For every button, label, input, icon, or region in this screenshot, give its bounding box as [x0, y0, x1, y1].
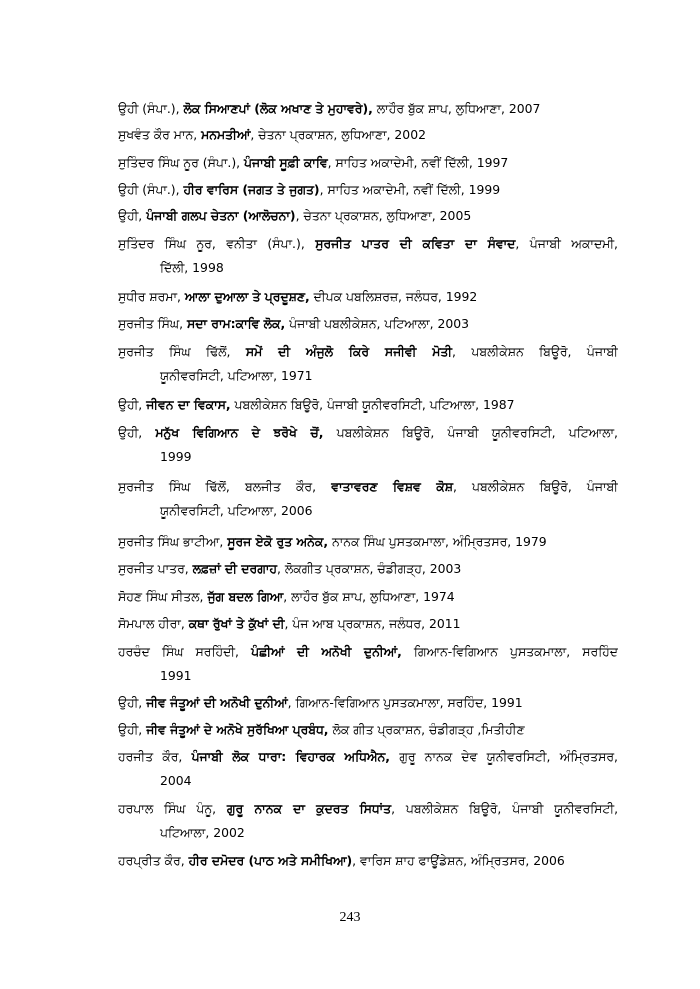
entry-line	[118, 127, 426, 142]
bibliography-entry	[118, 151, 618, 175]
bibliography-entry	[118, 530, 618, 554]
entry-publisher: , ਸਾਹਿਤ ਅਕਾਦੇਮੀ, ਨਵੀਂ ਦਿੱਲੀ, 1999	[319, 182, 501, 197]
entry-publisher: ਪਬਲੀਕੇਸ਼ਨ ਬਿਊਰੋ, ਪੰਜਾਬੀ ਯੂਨੀਵਰਸਿਟੀ, ਪਟਿਆਲਾ, 1987	[230, 397, 515, 412]
entry-publisher: , ਪੰਜ ਆਬ ਪ੍ਰਕਾਸ਼ਨ, ਜਲੰਧਰ, 2011	[284, 616, 461, 631]
entry-publisher: ਲੋਕ ਗੀਤ ਪ੍ਰਕਾਸ਼ਨ, ਚੰਡੀਗੜ੍ਹ ,ਮਿਤੀਹੀਣ	[328, 722, 525, 737]
entry-line	[118, 475, 618, 499]
entry-line	[118, 534, 547, 549]
entry-publisher: ਨਾਨਕ ਸਿੰਘ ਪੁਸਤਕਮਾਲਾ, ਅੰਮ੍ਰਿਤਸਰ, 1979	[328, 534, 547, 549]
entry-line	[118, 289, 477, 304]
entry-author: ਸੁਰਜੀਤ ਸਿੰਘ ਢਿੱਲੋਂ, ਬਲਜੀਤ ਕੌਰ,	[118, 479, 332, 494]
entry-publisher: ਗਿਆਨ-ਵਿਗਿਆਨ ਪੁਸਤਕਮਾਲਾ, ਸਰਹਿੰਦ	[401, 644, 618, 659]
entry-line	[118, 561, 461, 576]
entry-author: ਹਰਪਾਲ ਸਿੰਘ ਪੰਨੂ,	[118, 801, 227, 816]
bibliography-entry	[118, 691, 618, 715]
entry-author: ਸੋਹਣ ਸਿੰਘ ਸੀਤਲ,	[118, 589, 208, 604]
entry-publisher: ਗੁਰੂ ਨਾਨਕ ਦੇਵ ਯੂਨੀਵਰਸਿਟੀ, ਅੰਮ੍ਰਿਤਸਰ,	[389, 749, 618, 764]
entry-title: ਹੀਰ ਵਾਰਿਸ (ਜਗਤ ਤੇ ਜੁਗਤ)	[183, 182, 320, 197]
bibliography-entry	[118, 421, 618, 469]
entry-title: ਮਨਮਤੀਆਂ	[201, 127, 251, 142]
entry-continuation: 1999	[160, 449, 192, 464]
entry-author: ਉਹੀ,	[118, 208, 147, 223]
entry-title: ਸੂਰਜ ਏਕੋ ਰੁਤ ਅਨੇਕ,	[227, 534, 329, 549]
entry-continuation: ਦਿੱਲੀ, 1998	[160, 260, 224, 275]
entry-title: ਕਥਾ ਰੁੱਖਾਂ ਤੇ ਕੁੱਖਾਂ ਦੀ	[188, 616, 285, 631]
entry-publisher: , ਪਬਲੀਕੇਸ਼ਨ ਬਿਊਰੋ, ਪੰਜਾਬੀ	[452, 344, 618, 359]
entry-author: ਸੁਰਜੀਤ ਪਾਤਰ,	[118, 561, 193, 576]
entry-continuation: 2004	[160, 773, 192, 788]
entry-line	[118, 722, 525, 737]
entry-author: ਉਹੀ,	[118, 722, 147, 737]
entry-title: ਜੀਵ ਜੰਤੂਆਂ ਦੀ ਅਨੋਖੀ ਦੁਨੀਆਂ	[146, 695, 288, 710]
entry-line	[118, 101, 540, 116]
bibliography-entry	[118, 849, 618, 873]
bibliography-entry	[118, 718, 618, 742]
bibliography-entry	[118, 557, 618, 581]
bibliography-entry	[118, 312, 618, 336]
entry-title: ਸਮੇਂ ਦੀ ਅੰਜੁਲੋ ਕਿਰੇ ਸਜੀਵੀ ਮੋਤੀ	[245, 344, 453, 359]
entry-author: ਸੁਰਜੀਤ ਸਿੰਘ ਭਾਟੀਆ,	[118, 534, 228, 549]
entry-author: ਸੁਖਵੰਤ ਕੌਰ ਮਾਨ,	[118, 127, 202, 142]
entry-line	[118, 421, 618, 445]
entry-title: ਗੁਰੂ ਨਾਨਕ ਦਾ ਕੁਦਰਤ ਸਿਧਾਂਤ	[226, 801, 392, 816]
entry-author: ਉਹੀ (ਸੰਪਾ.),	[118, 101, 184, 116]
bibliography-entry	[118, 232, 618, 280]
entry-line	[118, 589, 455, 604]
entry-author: ਸੁਰਜੀਤ ਸਿੰਘ,	[118, 316, 187, 331]
entry-title: ਵਾਤਾਵਰਣ ਵਿਸ਼ਵ ਕੋਸ਼	[331, 479, 453, 494]
bibliography-entry	[118, 204, 618, 228]
entry-author: ਸੁਤਿੰਦਰ ਸਿੰਘ ਨੂਰ (ਸੰਪਾ.),	[118, 155, 245, 170]
entry-publisher: ਦੀਪਕ ਪਬਲਿਸ਼ਰਜ਼, ਜਲੰਧਰ, 1992	[309, 289, 478, 304]
entry-title: ਸਦਾ ਰਾਮ:ਕਾਵਿ ਲੋਕ,	[186, 316, 286, 331]
entry-title: ਹੀਰ ਦਮੋਦਰ (ਪਾਠ ਅਤੇ ਸਮੀਖਿਆ)	[188, 853, 353, 868]
bibliography-entry	[118, 340, 618, 388]
entry-publisher: , ਸਾਹਿਤ ਅਕਾਦੇਮੀ, ਨਵੀਂ ਦਿੱਲੀ, 1997	[327, 155, 509, 170]
entry-line	[118, 182, 500, 197]
entry-line	[118, 397, 515, 412]
entry-continuation: 1991	[160, 668, 192, 683]
bibliography-entry	[118, 745, 618, 793]
entry-publisher: , ਲਾਹੌਰ ਬੁੱਕ ਸ਼ਾਪ, ਲੁਧਿਆਣਾ, 1974	[283, 589, 455, 604]
entry-line	[118, 155, 508, 170]
entry-publisher: , ਪਬਲੀਕੇਸ਼ਨ ਬਿਊਰੋ, ਪੰਜਾਬੀ ਯੂਨੀਵਰਸਿਟੀ,	[391, 801, 618, 816]
entry-author: ਉਹੀ,	[118, 695, 147, 710]
entry-author: ਉਹੀ (ਸੰਪਾ.),	[118, 182, 184, 197]
entry-line	[118, 616, 461, 631]
entry-title: ਲਫ਼ਜ਼ਾਂ ਦੀ ਦਰਗਾਹ	[192, 561, 277, 576]
entry-title: ਜੁੱਗ ਬਦਲ ਗਿਆ	[207, 589, 284, 604]
entry-title: ਪੰਛੀਆਂ ਦੀ ਅਨੋਖੀ ਦੁਨੀਆਂ,	[251, 644, 402, 659]
bibliography-entry	[118, 285, 618, 309]
entry-line	[118, 797, 618, 821]
entry-line	[118, 853, 565, 868]
entry-author: ਹਰਪ੍ਰੀਤ ਕੌਰ,	[118, 853, 189, 868]
entry-title: ਜੀਵ ਜੰਤੂਆਂ ਦੇ ਅਨੋਖੇ ਸੁਰੱਖਿਆ ਪ੍ਰਬੰਧ,	[146, 722, 329, 737]
bibliography-entry	[118, 123, 618, 147]
entry-publisher: , ਪੰਜਾਬੀ ਅਕਾਦਮੀ,	[515, 236, 618, 251]
entry-author: ਹਰਜੀਤ ਕੌਰ,	[118, 749, 192, 764]
entry-line	[118, 208, 471, 223]
bibliography-entry	[118, 97, 618, 121]
bibliography-entry	[118, 612, 618, 636]
entry-publisher: ਲਾਹੌਰ ਬੁੱਕ ਸ਼ਾਪ, ਲੁਧਿਆਣਾ, 2007	[372, 101, 541, 116]
entry-publisher: ਪੰਜਾਬੀ ਪਬਲੀਕੇਸ਼ਨ, ਪਟਿਆਲਾ, 2003	[285, 316, 470, 331]
entry-title: ਪੰਜਾਬੀ ਸੂਫ਼ੀ ਕਾਵਿ	[244, 155, 328, 170]
entry-continuation: ਯੂਨੀਵਰਸਿਟੀ, ਪਟਿਆਲਾ, 2006	[160, 503, 313, 518]
entry-title: ਪੰਜਾਬੀ ਲੋਕ ਧਾਰਾ: ਵਿਹਾਰਕ ਅਧਿਐਨ,	[191, 749, 390, 764]
entry-author: ਸੁਧੀਰ ਸ਼ਰਮਾ,	[118, 289, 185, 304]
entry-publisher: , ਚੇਤਨਾ ਪ੍ਰਕਾਸ਼ਨ, ਲੁਧਿਆਣਾ, 2002	[250, 127, 426, 142]
entry-author: ਉਹੀ,	[118, 397, 147, 412]
entry-title: ਆਲਾ ਦੁਆਲਾ ਤੇ ਪ੍ਰਦੂਸ਼ਣ,	[184, 289, 310, 304]
entry-title: ਮਨੁੱਖ ਵਿਗਿਆਨ ਦੇ ਝਰੋਖੇ ਚੋਂ,	[155, 425, 324, 440]
entry-line	[118, 340, 618, 364]
entry-title: ਪੰਜਾਬੀ ਗਲਪ ਚੇਤਨਾ (ਆਲੋਚਨਾ)	[146, 208, 296, 223]
entry-publisher: ਪਬਲੀਕੇਸ਼ਨ ਬਿਊਰੋ, ਪੰਜਾਬੀ ਯੂਨੀਵਰਸਿਟੀ, ਪਟਿਆਲਾ,	[323, 425, 618, 440]
entry-publisher: , ਪਬਲੀਕੇਸ਼ਨ ਬਿਊਰੋ, ਪੰਜਾਬੀ	[452, 479, 618, 494]
page-number: 243	[339, 910, 361, 925]
entry-publisher: , ਵਾਰਿਸ ਸ਼ਾਹ ਫਾਊਂਡੇਸ਼ਨ, ਅੰਮ੍ਰਿਤਸਰ, 2006	[352, 853, 565, 868]
entry-title: ਲੋਕ ਸਿਆਣਪਾਂ (ਲੋਕ ਅਖਾਣ ਤੇ ਮੁਹਾਵਰੇ),	[183, 101, 373, 116]
entry-line	[118, 232, 618, 256]
entry-line	[118, 316, 469, 331]
entry-line	[118, 640, 618, 664]
bibliography-entry	[118, 393, 618, 417]
entry-author: ਸੁਰਜੀਤ ਸਿੰਘ ਢਿੱਲੋਂ,	[118, 344, 246, 359]
entry-publisher: , ਚੇਤਨਾ ਪ੍ਰਕਾਸ਼ਨ, ਲੁਧਿਆਣਾ, 2005	[295, 208, 472, 223]
entry-continuation: ਪਟਿਆਲਾ, 2002	[160, 825, 245, 840]
bibliography-entry	[118, 640, 618, 688]
entry-title: ਸੁਰਜੀਤ ਪਾਤਰ ਦੀ ਕਵਿਤਾ ਦਾ ਸੰਵਾਦ	[315, 236, 516, 251]
bibliography-entry	[118, 585, 618, 609]
bibliography-entry	[118, 178, 618, 202]
entry-author: ਹਰਚੰਦ ਸਿੰਘ ਸਰਹਿੰਦੀ,	[118, 644, 252, 659]
entry-line	[118, 695, 523, 710]
bibliography-entry	[118, 475, 618, 523]
entry-publisher: , ਗਿਆਨ-ਵਿਗਿਆਨ ਪੁਸਤਕਮਾਲਾ, ਸਰਹਿੰਦ, 1991	[287, 695, 523, 710]
entry-continuation: ਯੂਨੀਵਰਸਿਟੀ, ਪਟਿਆਲਾ, 1971	[160, 368, 313, 383]
entry-line	[118, 745, 618, 769]
entry-author: ਸੋਮਪਾਲ ਹੀਰਾ,	[118, 616, 189, 631]
entry-title: ਜੀਵਨ ਦਾ ਵਿਕਾਸ,	[146, 397, 231, 412]
entry-publisher: , ਲੋਕਗੀਤ ਪ੍ਰਕਾਸ਼ਨ, ਚੰਡੀਗੜ੍ਹ, 2003	[276, 561, 462, 576]
bibliography-entry	[118, 797, 618, 845]
entry-author: ਸੁਤਿੰਦਰ ਸਿੰਘ ਨੂਰ, ਵਨੀਤਾ (ਸੰਪਾ.),	[118, 236, 316, 251]
entry-author: ਉਹੀ,	[118, 425, 156, 440]
